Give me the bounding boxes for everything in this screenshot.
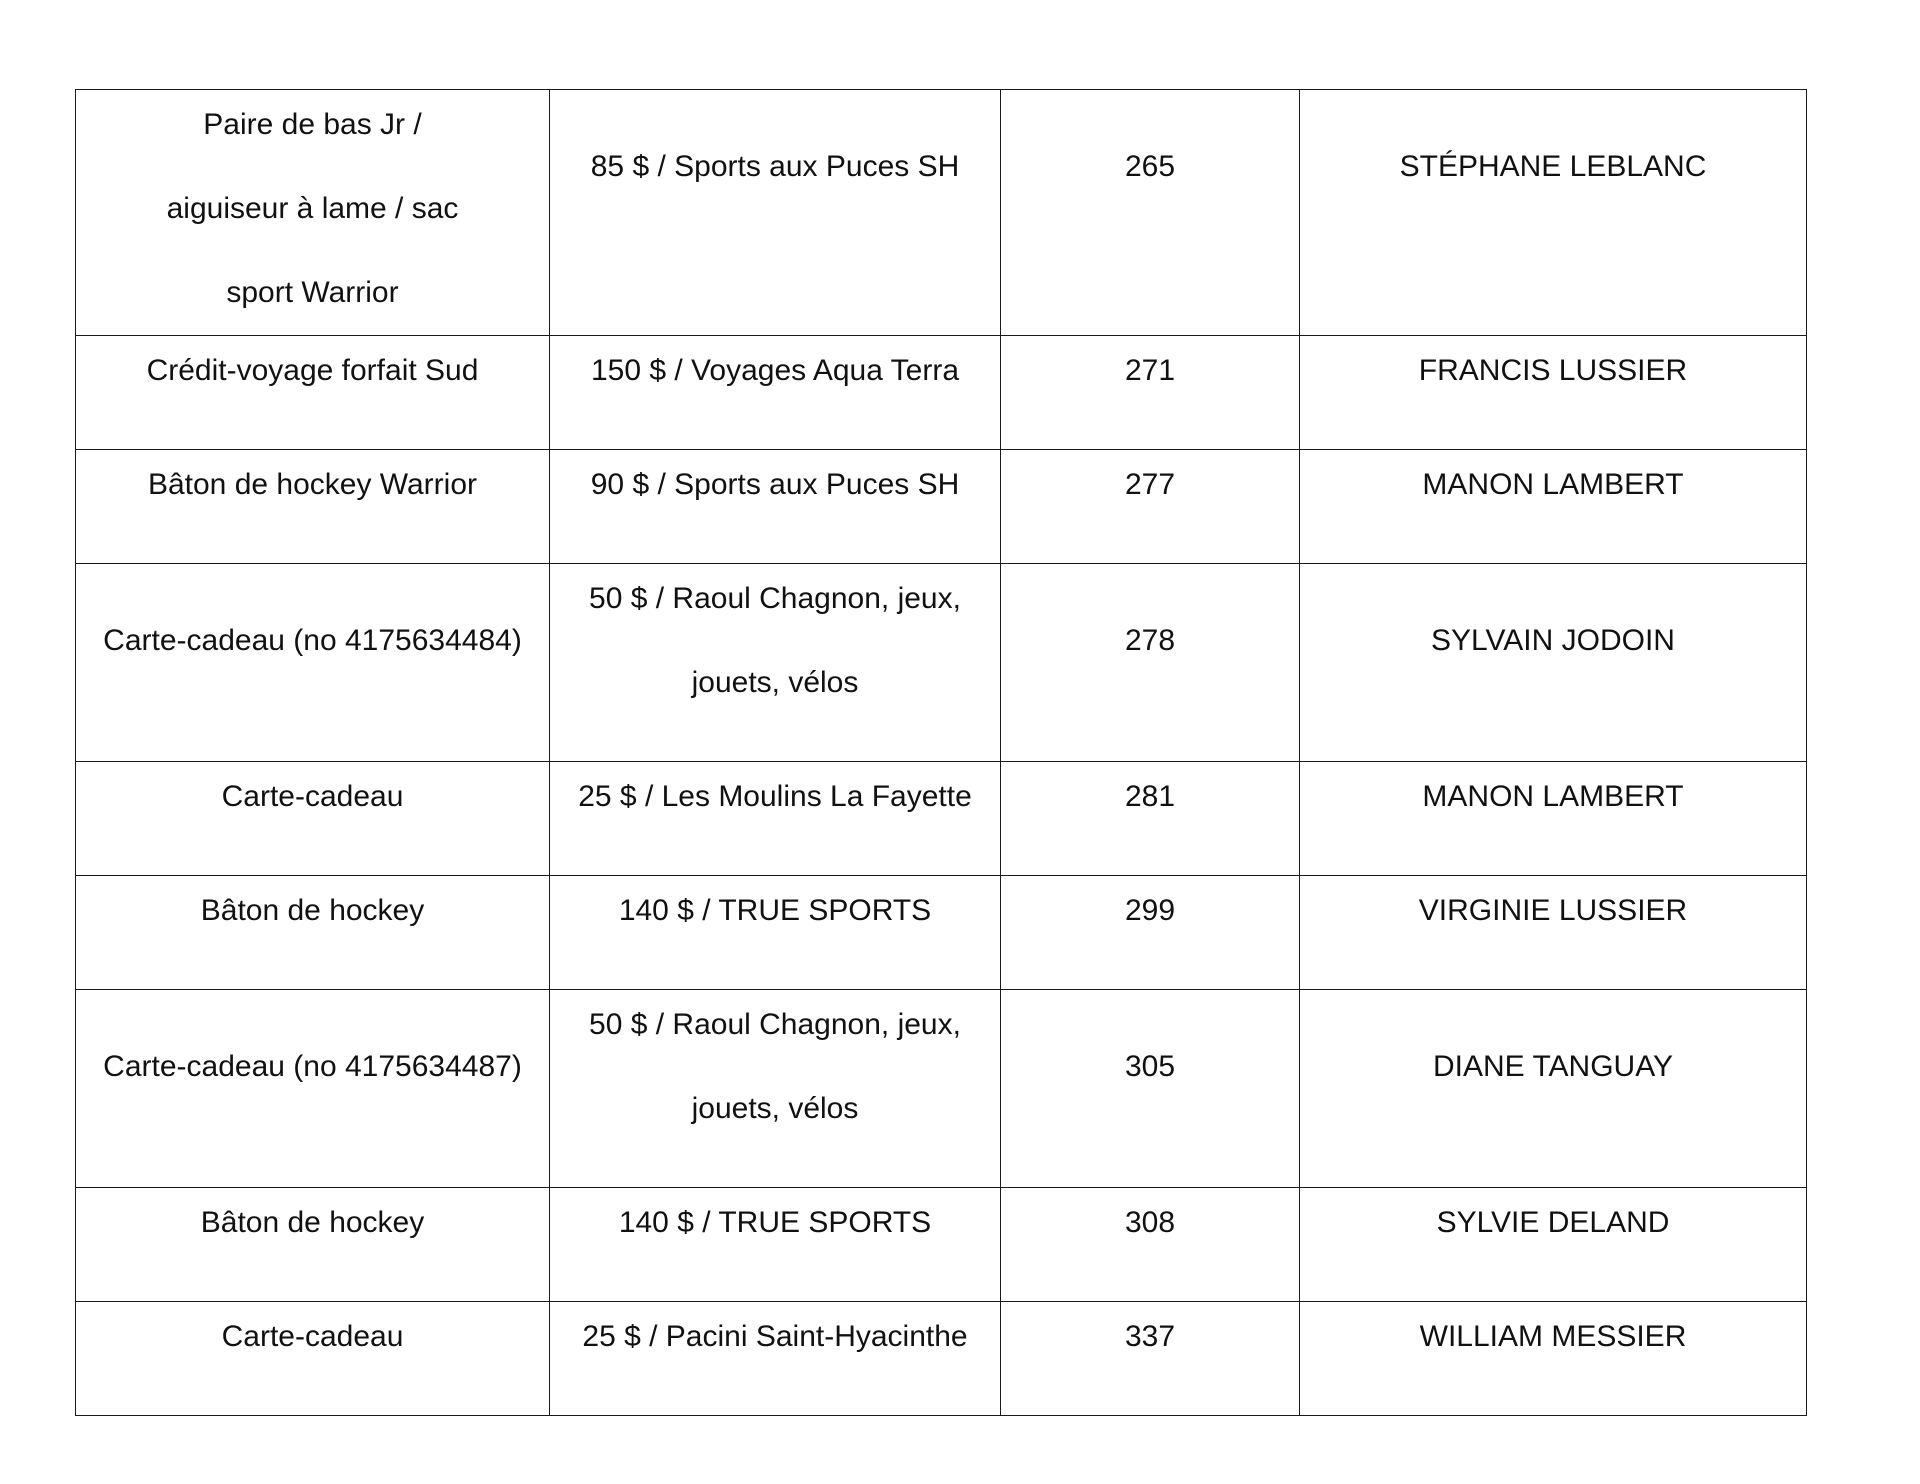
prize-value-cell [550,876,1001,990]
ticket-number-cell [1001,1302,1300,1416]
ticket-number-cell [1001,90,1300,336]
prize-item-text: Bâton de hockey Warrior [147,468,478,501]
prize-item-text: Carte-cadeau [221,780,404,813]
winner-name-text: SYLVIE DELAND [1436,1206,1670,1239]
winner-name-text: MANON LAMBERT [1422,468,1684,501]
prize-item-cell [76,336,550,450]
prize-value-cell [550,762,1001,876]
ticket-number-text: 277 [1124,468,1176,501]
winner-name-cell [1300,1302,1807,1416]
prize-item-text: Carte-cadeau (no 4175634487) [103,1050,522,1083]
ticket-number-text: 308 [1124,1206,1176,1239]
prize-item-cell [76,90,550,336]
table-row [76,336,1807,450]
winner-name-cell [1300,336,1807,450]
ticket-number-cell [1001,1188,1300,1302]
winner-name-text: DIANE TANGUAY [1432,1050,1674,1083]
table-row [76,90,1807,336]
ticket-number-text: 305 [1124,1050,1176,1083]
table-row [76,1302,1807,1416]
table-row [76,564,1807,762]
prize-value-text: 150 $ / Voyages Aqua Terra [590,354,960,387]
prize-item-text: Crédit-voyage forfait Sud [146,354,479,387]
winner-name-cell [1300,1188,1807,1302]
winner-name-cell [1300,450,1807,564]
prize-item-text: Bâton de hockey [200,894,425,927]
prize-value-cell [550,90,1001,336]
ticket-number-text: 271 [1124,354,1176,387]
prize-value-text: 50 $ / Raoul Chagnon, jeux, jouets, vélos [589,582,961,699]
prize-item-text: Carte-cadeau [221,1320,404,1353]
ticket-number-text: 281 [1124,780,1176,813]
ticket-number-text: 265 [1124,150,1176,183]
prize-item-text: Bâton de hockey [200,1206,425,1239]
winner-name-cell [1300,90,1807,336]
winner-name-text: MANON LAMBERT [1422,780,1684,813]
prize-item-text: Paire de bas Jr / aiguiseur à lame / sac sport Warrior [166,108,459,309]
prize-value-text: 50 $ / Raoul Chagnon, jeux, jouets, vélos [589,1008,961,1125]
winner-name-cell [1300,564,1807,762]
ticket-number-cell [1001,876,1300,990]
prize-draw-table [75,89,1807,1416]
table-row [76,450,1807,564]
prize-item-cell [76,1302,550,1416]
winner-name-text: WILLIAM MESSIER [1419,1320,1687,1353]
prize-value-cell [550,564,1001,762]
winner-name-text: SYLVAIN JODOIN [1431,624,1675,657]
prize-item-cell [76,990,550,1188]
prize-item-cell [76,762,550,876]
winner-name-text: FRANCIS LUSSIER [1418,354,1688,387]
ticket-number-text: 299 [1124,894,1176,927]
ticket-number-cell [1001,564,1300,762]
prize-item-cell [76,876,550,990]
prize-value-text: 140 $ / TRUE SPORTS [618,1206,932,1239]
winner-name-cell [1300,990,1807,1188]
prize-value-cell [550,1188,1001,1302]
ticket-number-text: 278 [1124,624,1176,657]
winner-name-cell [1300,762,1807,876]
table-row [76,762,1807,876]
prize-value-text: 90 $ / Sports aux Puces SH [590,468,960,501]
prize-value-text: 85 $ / Sports aux Puces SH [590,150,960,183]
ticket-number-cell [1001,450,1300,564]
prize-item-cell [76,450,550,564]
winner-name-text: VIRGINIE LUSSIER [1418,894,1688,927]
prize-value-cell [550,1302,1001,1416]
prize-value-cell [550,990,1001,1188]
prize-value-text: 140 $ / TRUE SPORTS [618,894,932,927]
prize-value-text: 25 $ / Les Moulins La Fayette [578,780,972,813]
table-row [76,990,1807,1188]
ticket-number-cell [1001,336,1300,450]
ticket-number-cell [1001,762,1300,876]
prize-item-cell [76,1188,550,1302]
table-row [76,876,1807,990]
ticket-number-cell [1001,990,1300,1188]
winner-name-cell [1300,876,1807,990]
prize-value-cell [550,336,1001,450]
prize-value-cell [550,450,1001,564]
prize-item-cell [76,564,550,762]
ticket-number-text: 337 [1124,1320,1176,1353]
prize-value-text: 25 $ / Pacini Saint-Hyacinthe [582,1320,968,1353]
table-row [76,1188,1807,1302]
prize-item-text: Carte-cadeau (no 4175634484) [103,624,522,657]
winner-name-text: STÉPHANE LEBLANC [1399,150,1707,183]
